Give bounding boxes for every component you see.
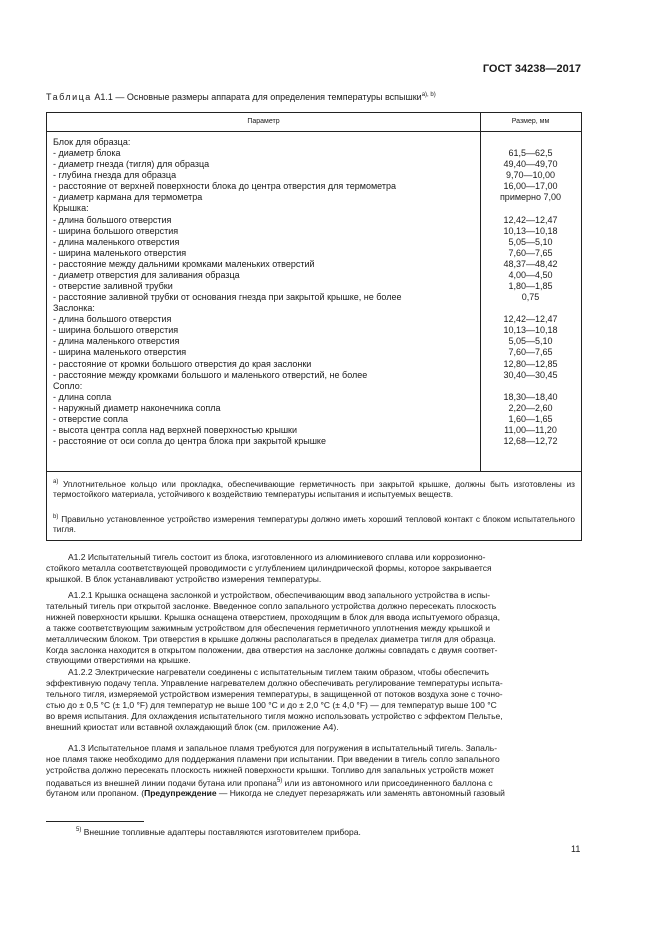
text-line: крышкой. В блок устанавливают устройство измерения температуры.: [46, 573, 322, 584]
table-row: [47, 181, 581, 192]
size-cell: 5,05—5,10: [508, 236, 553, 247]
table-row: [47, 170, 581, 181]
table-row: [47, 325, 581, 336]
size-cell: 30,40—30,45: [503, 369, 558, 380]
parameter-cell: - высота центра сопла над верхней поверхностью крышки: [53, 425, 298, 436]
parameter-cell: - расстояние от кромки большого отверстия до края заслонки: [53, 358, 312, 369]
parameter-cell: - длина маленького отверстия: [53, 236, 180, 247]
size-cell: 12,42—12,47: [503, 214, 558, 225]
size-cell: 4,00—4,50: [508, 269, 553, 280]
parameter-cell: - диаметр гнезда (тигля) для образца: [53, 159, 210, 170]
standard-number: ГОСТ 34238—2017: [482, 63, 581, 75]
table-body: [47, 137, 581, 447]
paragraph-a1-2: [46, 552, 582, 585]
table-row: [47, 314, 581, 325]
text-line: а также соответствующим зажимным устройством для обеспечения герметичного уплотнения между крышкой и: [46, 622, 491, 633]
size-cell: 12,42—12,47: [503, 314, 558, 325]
parameter-cell: - ширина большого отверстия: [53, 325, 179, 336]
parameter-cell: - длина маленького отверстия: [53, 336, 180, 347]
table-row: [47, 270, 581, 281]
caption-sup: а), b): [421, 92, 436, 98]
parameter-cell: - расстояние от верхней поверхности блока до центра отверстия для термометра: [53, 181, 396, 192]
footnote-separator: [46, 821, 144, 822]
parameter-cell: - расстояние заливной трубки от основания гнезда при закрытой крышке, не более: [53, 292, 402, 303]
size-cell: 1,80—1,85: [508, 281, 553, 292]
text-line: ствующими отверстиями на крышке.: [46, 655, 191, 666]
footnote: [76, 827, 361, 837]
paragraph-a1-3: [46, 743, 582, 799]
parameter-cell: Заслонка:: [53, 303, 95, 314]
column-header-size: Размер, мм: [511, 118, 550, 125]
text-line: тательный тигель при открытой заслонке. Введенное сопло запального устройства должно пересекать плоскость: [46, 600, 497, 611]
size-cell: 5,05—5,10: [508, 336, 553, 347]
parameter-cell: - расстояние между дальними кромками маленьких отверстий: [53, 258, 315, 269]
parameter-cell: - глубина гнезда для образца: [53, 170, 177, 181]
table-row: [47, 281, 581, 292]
note-b-text: Правильно установленное устройство измерения температуры должно иметь хороший тепловой контакт с блоком испытательного тигля.: [53, 513, 575, 535]
parameter-cell: - диаметр блока: [53, 148, 121, 159]
parameter-cell: - длина большого отверстия: [53, 214, 172, 225]
table-row: [47, 292, 581, 303]
size-cell: 61,5—62,5: [508, 148, 553, 159]
size-cell: 9,70—10,00: [505, 170, 556, 181]
parameter-cell: - отверстие сопла: [53, 413, 129, 424]
table-row: [47, 148, 581, 159]
table-row: [47, 347, 581, 358]
size-cell: 12,68—12,72: [503, 436, 558, 447]
line-4-part-b: или из автономного или присоединенного баллона с: [282, 777, 493, 788]
size-cell: 0,75: [521, 292, 540, 303]
size-cell: 18,30—18,40: [503, 391, 558, 402]
note-a-text: Уплотнительное кольцо или прокладка, обеспечивающие герметичность при закрытой крышке, должны быть изготовлены из термостойкого материала, устойчивого к воздействию температуры испытания и испытуемых веществ.: [53, 478, 575, 500]
table-row: [47, 336, 581, 347]
table-caption: [46, 92, 436, 102]
paragraph-a1-3-lines: [46, 743, 582, 776]
note-b: [53, 512, 575, 535]
text-line: А1.2.1 Крышка оснащена заслонкой и устройством, обеспечивающим ввод запального устройства в испы-: [68, 590, 491, 600]
parameter-cell: Сопло:: [53, 380, 83, 391]
line-5-part-a: бутаном или пропаном. (: [46, 788, 145, 799]
text-line: во время испытания. Для охлаждения испытательного тигля можно использовать устройство с эффектом Пельтье,: [46, 710, 503, 721]
footnote-mark: 5): [76, 827, 82, 834]
text-line: ное пламя также необходимо для поддержания пламени при испытании. При введении в тигель сопло запального: [46, 753, 500, 764]
note-a: [53, 477, 575, 500]
paragraph-a1-3-line-5: [46, 788, 582, 799]
parameter-cell: - ширина большого отверстия: [53, 225, 179, 236]
text-line: устройства должно пересекать плоскость нижней поверхности крышки. Топливо для запальных устройств может: [46, 764, 495, 775]
size-cell: 11,00—11,20: [504, 425, 557, 436]
line-4-part-a: подаваться из внешней линии подачи бутана или пропана: [46, 777, 277, 788]
table-row: [47, 259, 581, 270]
parameter-cell: - длина сопла: [53, 391, 112, 402]
table-row: [47, 137, 581, 148]
paragraph-a1-2-2: [46, 667, 582, 732]
parameter-cell: - диаметр кармана для термометра: [53, 192, 203, 203]
text-line: нижней поверхности крышки. Крышка оснащена отверстием, проходящим в блок для ввода испытуемого образца,: [46, 611, 500, 622]
text-line: стью до ± 0,5 °С (± 1,0 °F) для температур не выше 100 °С и до ± 2,0 °С (± 4,0 °F) — для температур выше 100 °С: [46, 699, 497, 710]
parameter-cell: - диаметр отверстия для заливания образца: [53, 269, 240, 280]
table-row: [47, 192, 581, 203]
footnote-ref-5: 5): [276, 777, 283, 784]
size-cell: 7,60—7,65: [508, 247, 553, 258]
size-cell: примерно 7,00: [499, 192, 562, 203]
paragraph-a1-3-line-4: [46, 776, 582, 789]
table-notes: [47, 471, 581, 541]
size-cell: 10,13—10,18: [503, 325, 558, 336]
table-row: [47, 414, 581, 425]
text-line: тельного тигля, измеряемой устройством измерения температуры, в защищенной от потоков воздуха зоне с точно-: [46, 688, 503, 699]
parameter-cell: - ширина маленького отверстия: [53, 247, 187, 258]
parameter-cell: - наружный диаметр наконечника сопла: [53, 402, 221, 413]
parameter-cell: - ширина маленького отверстия: [53, 347, 187, 358]
text-line: А1.3 Испытательное пламя и запальное пламя требуются для погружения в испытательный тигель. Запаль-: [68, 743, 498, 753]
parameter-cell: Блок для образца:: [53, 137, 131, 147]
table-row: [47, 403, 581, 414]
size-cell: 2,20—2,60: [508, 402, 553, 413]
paragraph-a1-2-1: [46, 590, 582, 666]
text-line: эффективную подачу тепла. Управление нагревателем должно обеспечивать регулирование температуры испыта-: [46, 677, 503, 688]
text-line: металлическим блоком. Три отверстия в крышке должны располагаться в пределах диаметра тигля для образца.: [46, 633, 496, 644]
table-row: [47, 425, 581, 436]
note-a-mark: а): [53, 479, 59, 485]
size-cell: 7,60—7,65: [508, 347, 553, 358]
size-cell: 1,60—1,65: [508, 413, 553, 424]
table-row: [47, 370, 581, 381]
parameter-cell: - расстояние между кромками большого и маленького отверстий, не более: [53, 369, 368, 380]
table-row: [47, 237, 581, 248]
table-row: [47, 359, 581, 370]
table-row: [47, 436, 581, 447]
table-row: [47, 203, 581, 214]
text-line: А1.2 Испытательный тигель состоит из блока, изготовленного из алюминиевого сплава или коррозионно-: [68, 552, 486, 562]
caption-word: Таблица: [46, 92, 92, 102]
table-header: [47, 113, 581, 132]
text-line: стойкого металла соответствующей проводимости с углублением цилиндрической формы, которое закрывается: [46, 562, 492, 573]
note-b-mark: b): [53, 514, 59, 520]
parameter-cell: Крышка:: [53, 203, 89, 214]
size-cell: 10,13—10,18: [503, 225, 558, 236]
warning-label: Предупреждение: [144, 788, 217, 799]
table-row: [47, 226, 581, 237]
table-row: [47, 159, 581, 170]
table-row: [47, 381, 581, 392]
text-line: А1.2.2 Электрические нагреватели соединены с испытательным тиглем таким образом, чтобы обеспечить: [68, 667, 490, 677]
parameter-cell: - длина большого отверстия: [53, 314, 172, 325]
caption-number: А1.1: [94, 92, 113, 102]
caption-text: — Основные размеры аппарата для определения температуры вспышки: [112, 92, 422, 102]
table-row: [47, 215, 581, 226]
page-number: 11: [571, 844, 581, 854]
line-5-part-b: — Никогда не следует перезаряжать или заменять автономный газовый: [216, 788, 505, 799]
size-cell: 49,40—49,70: [503, 159, 558, 170]
table-row: [47, 303, 581, 314]
table-row: [47, 392, 581, 403]
parameter-cell: - расстояние от оси сопла до центра блока при закрытой крышке: [53, 436, 326, 447]
text-line: Когда заслонка находится в открытом положении, два отверстия на заслонке должны совпадать с двумя соответ-: [46, 644, 498, 655]
footnote-text: Внешние топливные адаптеры поставляются изготовителем прибора.: [81, 827, 361, 837]
size-cell: 12,80—12,85: [503, 358, 558, 369]
text-line: внешний криостат или вставной охлаждающий блок (см. приложение А4).: [46, 721, 339, 732]
parameter-cell: - отверстие заливной трубки: [53, 281, 173, 292]
dimensions-table: [46, 112, 582, 541]
table-row: [47, 248, 581, 259]
column-header-parameter: Параметр: [247, 118, 280, 125]
size-cell: 48,37—48,42: [503, 258, 558, 269]
size-cell: 16,00—17,00: [503, 181, 558, 192]
